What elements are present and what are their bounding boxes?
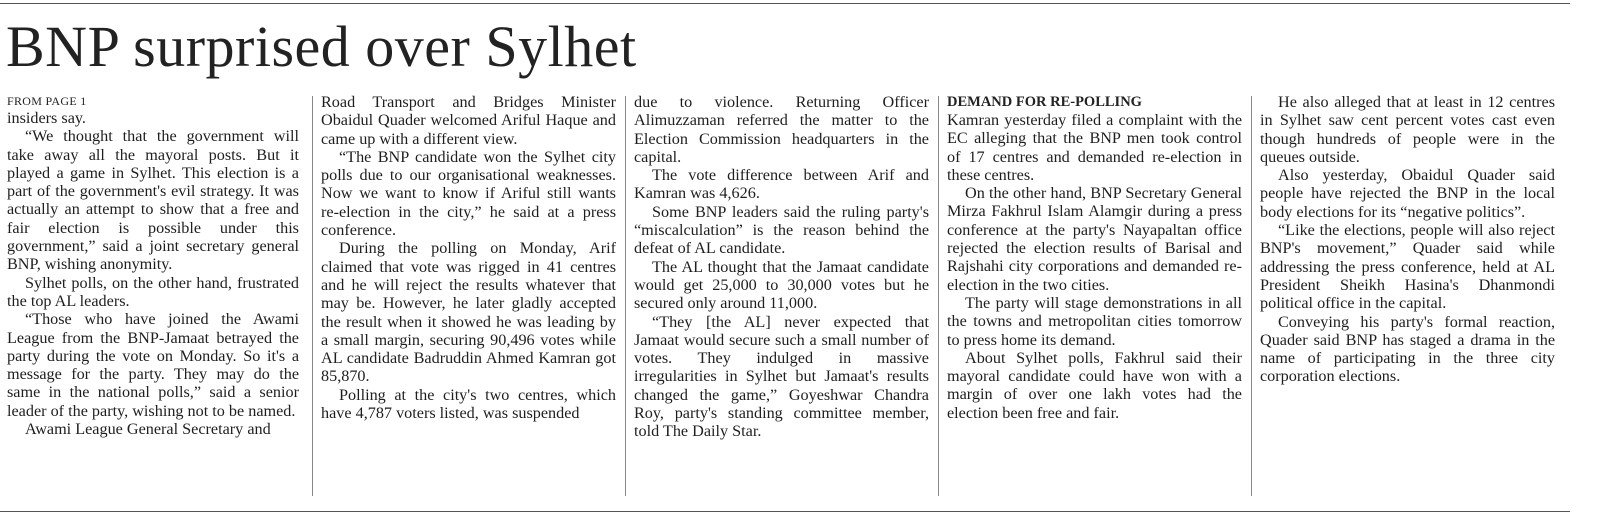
paragraph: The vote difference between Arif and Kamran was 4,626.	[634, 166, 929, 203]
paragraph: “The BNP candidate won the Sylhet city polls due to our organisational weaknesses. Now we want to know if Ariful still wants re-election in the city,” he said at a press conference.	[321, 147, 616, 240]
column-divider	[938, 96, 939, 496]
article-column-2	[321, 93, 616, 503]
column-divider	[625, 96, 626, 496]
paragraph: “Those who have joined the Awami League from the BNP-Jamaat betrayed the party during the vote on Monday. So it's a message for the party. They may do the same in the national polls,” said a senior leader of the party, wishing not to be named.	[7, 310, 299, 420]
paragraph: “They [the AL] never expected that Jamaat would secure such a small number of votes. They indulged in massive irregularities in Sylhet but Jamaat's results changed the game,” Goyeshwar Chandra Roy, party's standing committee member, told The Daily Star.	[634, 312, 929, 441]
paragraph: The party will stage demonstrations in all the towns and metropolitan cities tomorrow to press home its demand.	[947, 293, 1242, 349]
paragraph: Awami League General Secretary and	[25, 420, 271, 439]
article-column-1	[7, 93, 299, 503]
article-column-4	[947, 93, 1242, 503]
paragraph: Conveying his party's formal reaction, Quader said BNP has staged a drama in the name of participating in the three city corporation elections.	[1260, 312, 1555, 386]
paragraph: “We thought that the government will take away all the mayoral posts. But it played a game in Sylhet. This election is a part of the government's evil strategy. It was actually an attempt to show that a free and fair election is possible under this government,” said a joint secretary general BNP, wishing anonymity.	[7, 127, 299, 274]
paragraph: Sylhet polls, on the other hand, frustrated the top AL leaders.	[7, 273, 299, 310]
paragraph: Also yesterday, Obaidul Quader said people have rejected the BNP in the local body elections for its “negative politics”.	[1260, 166, 1555, 221]
paragraph: About Sylhet polls, Fakhrul said their mayoral candidate could have won with a margin of over one lakh votes had the election been free and fair.	[947, 348, 1242, 422]
headline: BNP surprised over Sylhet	[6, 14, 637, 79]
subheading: DEMAND FOR RE-POLLING	[947, 94, 1142, 110]
top-rule	[0, 3, 1570, 4]
article-column-5	[1260, 93, 1555, 503]
article-column-3	[634, 93, 929, 503]
paragraph: The AL thought that the Jamaat candidate would get 25,000 to 30,000 votes but he secured only around 11,000.	[634, 257, 929, 313]
paragraph: During the polling on Monday, Arif claimed that vote was rigged in 41 centres and he will reject the results whatever that may be. However, he later gladly accepted the result when it showed he was leading by a small margin, securing 90,496 votes while AL candidate Badruddin Ahmed Kamran got 85,870.	[321, 239, 616, 386]
paragraph: He also alleged that at least in 12 centres in Sylhet saw cent percent votes cast even though hundreds of people were in the queues outside.	[1260, 93, 1555, 166]
paragraph: insiders say.	[7, 109, 86, 127]
column-divider	[1251, 96, 1252, 496]
paragraph: On the other hand, BNP Secretary General Mirza Fakhrul Islam Alamgir during a press conference at the party's Nayapaltan office rejected the election results of Barisal and Rajshahi city corporations and demanded re-election in the two cities.	[947, 184, 1242, 294]
paragraph: Road Transport and Bridges Minister Obaidul Quader welcomed Ariful Haque and came up with a different view.	[321, 93, 616, 148]
paragraph: Kamran yesterday filed a complaint with the EC alleging that the BNP men took control of 17 centres and demanded re-election in these centres.	[947, 111, 1242, 184]
kicker: FROM PAGE 1	[7, 94, 87, 108]
paragraph: “Like the elections, people will also reject BNP's movement,” Quader said while addressing the press conference, held at AL President Sheikh Hasina's Dhanmondi political office in the capital.	[1260, 221, 1555, 313]
paragraph: Some BNP leaders said the ruling party's “miscalculation” is the reason behind the defeat of AL candidate.	[634, 202, 929, 258]
paragraph: Polling at the city's two centres, which have 4,787 voters listed, was suspended	[321, 385, 616, 423]
paragraph: due to violence. Returning Officer Alimuzzaman referred the matter to the Election Commission headquarters in the capital.	[634, 93, 929, 166]
bottom-rule	[0, 511, 1570, 512]
column-divider	[312, 96, 313, 496]
